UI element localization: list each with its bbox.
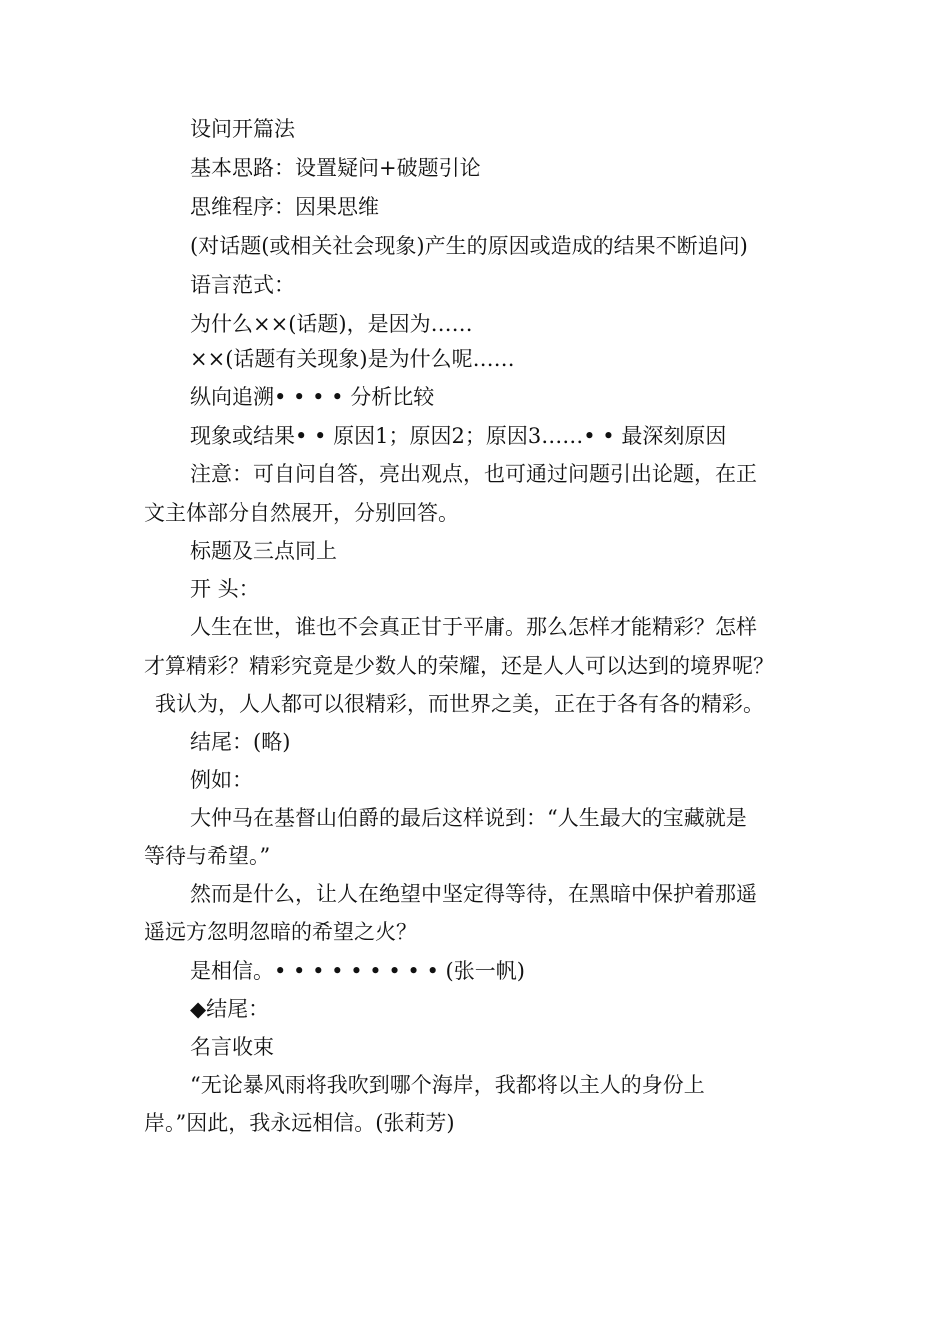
text-line: 人生在世，谁也不会真正甘于平庸。那么怎样才能精彩？怎样 xyxy=(190,615,757,639)
text-line: 岸。”因此，我永远相信。(张莉芳) xyxy=(144,1111,455,1135)
text-line: ××(话题有关现象)是为什么呢…… xyxy=(190,347,515,371)
text-line: 为什么××(话题)，是因为…… xyxy=(190,312,473,336)
text-line: 语言范式： xyxy=(190,273,295,297)
text-line: 注意：可自问自答，亮出观点，也可通过问题引出论题，在正 xyxy=(190,462,757,486)
text-line: (对话题(或相关社会现象)产生的原因或造成的结果不断追问) xyxy=(190,234,748,258)
text-line: ◆结尾： xyxy=(190,997,270,1021)
text-line: 大仲马在基督山伯爵的最后这样说到：“人生最大的宝藏就是 xyxy=(190,806,747,830)
text-line: 遥远方忽明忽暗的希望之火？ xyxy=(144,920,417,944)
text-line: “无论暴风雨将我吹到哪个海岸，我都将以主人的身份上 xyxy=(190,1073,705,1097)
text-line: 开 头： xyxy=(190,577,260,601)
text-line: 文主体部分自然展开，分别回答。 xyxy=(144,501,459,525)
text-line: 基本思路：设置疑问+破题引论 xyxy=(190,156,481,180)
text-line: 是相信。• • • • • • • • • (张一帆) xyxy=(190,959,525,983)
section-heading: 设问开篇法 xyxy=(190,117,295,141)
text-line: 名言收束 xyxy=(190,1035,274,1059)
text-line: 标题及三点同上 xyxy=(190,539,337,563)
text-line: 然而是什么，让人在绝望中坚定得等待，在黑暗中保护着那遥 xyxy=(190,882,757,906)
text-line: 结尾：(略) xyxy=(190,730,291,754)
text-line: 纵向追溯• • • • 分析比较 xyxy=(190,385,435,409)
text-line: 等待与希望。” xyxy=(144,844,271,868)
text-line: 例如： xyxy=(190,768,253,792)
text-line: 我认为，人人都可以很精彩，而世界之美，正在于各有各的精彩。 xyxy=(155,692,764,716)
text-line: 思维程序：因果思维 xyxy=(190,195,379,219)
text-line: 才算精彩？精彩究竟是少数人的荣耀，还是人人可以达到的境界呢？ xyxy=(144,654,774,678)
text-line: 现象或结果• • 原因1；原因2；原因3……• • 最深刻原因 xyxy=(190,424,727,448)
